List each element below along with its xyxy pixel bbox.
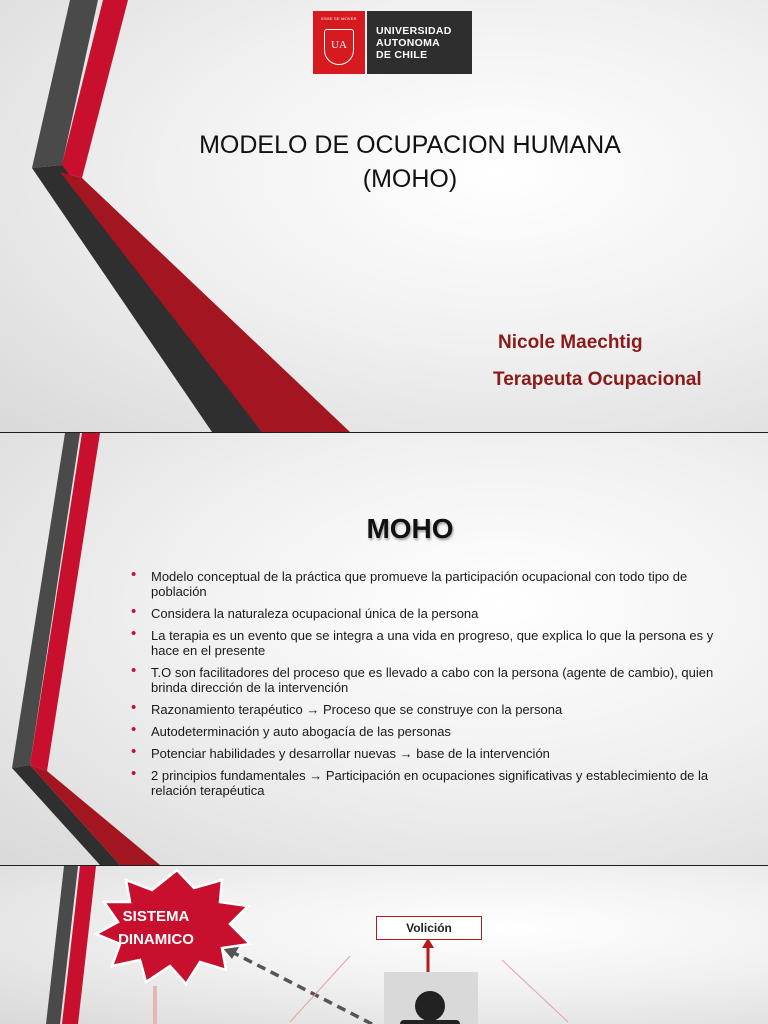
logo-wordmark: [367, 11, 472, 74]
slide-moho-overview: [0, 433, 768, 865]
starburst-badge-icon: [0, 866, 768, 1024]
university-logo: [313, 11, 472, 74]
list-item-text: Autodeterminación y auto abogacía de las personas: [151, 724, 451, 739]
list-item-text: Modelo conceptual de la práctica que promueve la participación ocupacional con todo tipo de población: [151, 569, 688, 599]
presentation-title: [170, 128, 650, 196]
list-item-text: 2 principios fundamentales → Participación en ocupaciones significativas y establecimiento de la relación terapéutica: [151, 768, 709, 798]
logo-line-2: AUTONOMA: [376, 37, 441, 49]
slide-dynamic-system: [0, 866, 768, 1024]
list-item: [128, 743, 728, 761]
list-item-text: Razonamiento terapéutico → Proceso que se construye con la persona: [151, 702, 563, 717]
author-role: Terapeuta Ocupacional: [493, 369, 702, 390]
bullet-icon: •: [131, 765, 137, 782]
list-item-text: T.O son facilitadores del proceso que es llevado a cabo con la persona (agente de cambio), quien brinda dirección de la intervención: [151, 665, 714, 695]
list-item: [128, 765, 728, 798]
volition-box: Volición: [376, 916, 482, 940]
list-item-text: Considera la naturaleza ocupacional única de la persona: [151, 606, 479, 621]
logo-line-1: UNIVERSIDAD: [376, 25, 452, 37]
list-item: [128, 603, 728, 621]
bullet-icon: •: [131, 625, 137, 642]
bullet-icon: •: [131, 566, 137, 583]
bullet-icon: •: [131, 721, 137, 738]
list-item-text: La terapia es un evento que se integra a una vida en progreso, que explica lo que la persona es y hace en el presente: [151, 628, 714, 658]
badge-line-1: SISTEMA: [122, 908, 190, 925]
list-item: [128, 721, 728, 739]
bullet-icon: •: [131, 662, 137, 679]
list-item: [128, 625, 728, 658]
logo-line-3: DE CHILE: [376, 49, 428, 61]
title-line-2: (MOHO): [362, 165, 458, 193]
badge-line-2: DINAMICO: [118, 931, 194, 948]
logo-seal-text: ESSE SE MOVER: [321, 16, 357, 21]
logo-initials: UA: [331, 39, 347, 51]
author-name: Nicole Maechtig: [498, 332, 643, 353]
slide-heading: MOHO: [366, 513, 454, 544]
slide-title: [0, 0, 768, 432]
title-line-1: MODELO DE OCUPACION HUMANA: [199, 131, 621, 159]
bullet-icon: •: [131, 603, 137, 620]
bullet-icon: •: [131, 699, 137, 716]
list-item: [128, 662, 728, 695]
list-item: [128, 699, 728, 717]
list-item: [128, 566, 728, 599]
logo-seal: [313, 11, 365, 74]
bullet-list: [128, 566, 728, 805]
bullet-icon: •: [131, 743, 137, 760]
list-item-text: Potenciar habilidades y desarrollar nuevas → base de la intervención: [151, 746, 550, 761]
